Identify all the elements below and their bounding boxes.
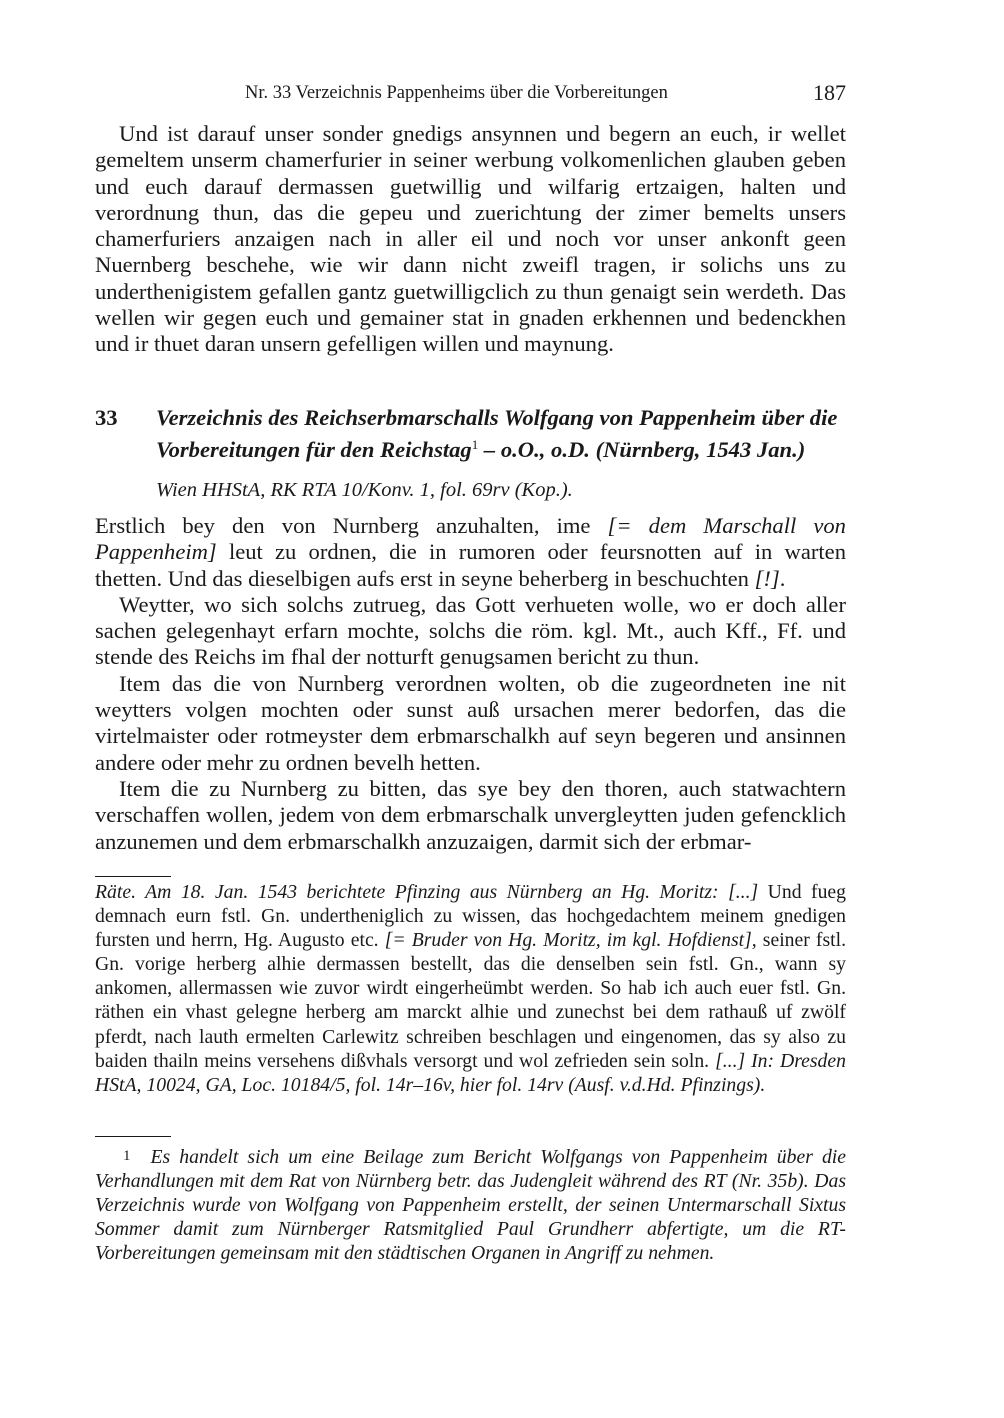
text-run: . — [779, 565, 786, 591]
main-paragraph: Weytter, wo sich solchs zutrueg, das Gott verhueten wolle, wo er doch aller sachen gelegenhayt erfarn mochte, solchs die röm. kgl. Mt., auch Kff., Ff. und stende des Reichs im fhal der notturft genugsamen bericht zu thun. — [95, 591, 846, 670]
section-title-date: – o.O., o.D. (Nürnberg, 1543 Jan.) — [478, 436, 806, 462]
footnote-divider — [95, 876, 171, 877]
main-text — [95, 513, 846, 855]
source-reference: Wien HHStA, RK RTA 10/Konv. 1, fol. 69rv (Kop.). — [156, 479, 573, 501]
editorial-note: [!] — [754, 565, 780, 591]
editorial-note: [= Bruder von Hg. Moritz, im kgl. Hofdienst], — [384, 929, 757, 952]
running-title: Nr. 33 Verzeichnis Pappenheims über die Vorbereitungen — [245, 83, 668, 103]
footnote-1 — [95, 1144, 846, 1265]
editorial-note: [= dem Marschall von Pappenheim] — [95, 513, 846, 565]
section-title-main: Verzeichnis des Reichserbmarschalls Wolfgang von Pappenheim über die Vorbereitungen für den Reichstag — [156, 405, 838, 462]
footnote-number: 1 — [123, 1148, 131, 1164]
closing-paragraph: Und ist darauf unser sonder gnedigs ansynnen und begern an euch, ir wellet gemeltem unserm chamerfurier in seiner werbung volkomenlichen glauben geben und euch darauf dermassen guetwillig und wilfarig ertzaigen, halten und verordnung thun, das die gepeu und zuerichtung der zimer bemelts unsers chamerfuriers anzaigen nach in aller eil und noch vor unser ankonft geen Nuernberg beschehe, wie wir dann nicht zweifl tragen, ir solichs uns zu underthenigistem gefallen gantz guetwilligclich zu thun genaigt sein werdeth. Das wellen wir gegen euch und gemainer stat in gnaden erkhennen und bedenckhen und ir thuet daran unsern gefelligen willen und maynung. — [95, 121, 846, 357]
footnote-ref: 1 — [471, 436, 479, 452]
footnote-text: [...] In: Dresden HStA, 10024, GA, Loc. 10184/5, fol. 14r–16v, hier fol. 14rv (Ausf. v.d.Hd. Pfinzings). — [95, 1049, 846, 1096]
footnote-text: Räte. Am 18. Jan. 1543 berichtete Pfinzing aus Nürnberg an Hg. Moritz: [...] — [95, 881, 759, 903]
main-paragraph: Item die zu Nurnberg zu bitten, das sye bey den thoren, auch statwachtern verschaffen wollen, jedem von dem erbmarschalk unvergleytten juden gefencklich anzunemen und dem erbmarschalkh anzuzaigen, darmit sich der erbmar- — [95, 775, 846, 854]
main-paragraph: Item das die von Nurnberg verordnen wolten, ob die zugeordneten ine nit weytters volgen mochten oder sunst auß ursachen merer bedorfen, das die virtelmaister oder rotmeyster dem erbmarschalkh auf seyn begeren und ansinnen andere oder mehr zu ordnen bevelh hetten. — [95, 670, 846, 775]
footnote-continued — [95, 880, 846, 1097]
footnote-divider — [95, 1136, 171, 1137]
page-number: 187 — [813, 80, 846, 105]
section-number: 33 — [95, 405, 118, 430]
footnote-text: Es handelt sich um eine Beilage zum Bericht Wolfgangs von Pappenheim über die Verhandlungen mit dem Rat von Nürnberg betr. das Judengleit während des RT (Nr. 35b). Das Verzeichnis wurde von Wolfgang von Pappenheim erstellt, der seinen Untermarschall Sixtus Sommer damit zum Nürnberger Ratsmitglied Paul Grundherr abfertigte, um die RT-Vorbereitungen gemeinsam mit den städtischen Organen in Angriff zu nehmen. — [95, 1146, 846, 1265]
section-title — [156, 405, 846, 463]
footnote-text: seiner fstl. Gn. vorige herberg alhie dermassen bestellt, das die denselben sein fstl. Gn., wann sy ankomen, allermassen wie zuvor wirdt eingerheümbt werden. So hab ich auch euer fstl. Gn. räthen ein vhast gelegne herberg am marckt alhie und zunechst bei dem rathauß uf zwölf pferdt, nach lauth ermelten Carlewitz schreiben beschlagen und eingenomen, das sy also zu baiden thailn meins versehens dißvhals versorgt und wol zefrieden sein soln. — [95, 929, 846, 1072]
running-header — [95, 80, 846, 106]
footnote-text: Und fueg demnach eurn fstl. Gn. undertheniglich zu wissen, das hochgedachtem meinem gnedigen fursten und herrn, Hg. Augusto etc. — [95, 881, 846, 952]
main-paragraph — [95, 513, 846, 592]
text-run: leut zu ordnen, die in rumoren oder feursnotten auf in warten thetten. Und das dieselbigen aufs erst in seyne beherberg in beschuchten — [95, 539, 846, 591]
section-heading — [95, 405, 846, 463]
text-run: Erstlich bey den von Nurnberg anzuhalten, ime — [95, 513, 608, 538]
